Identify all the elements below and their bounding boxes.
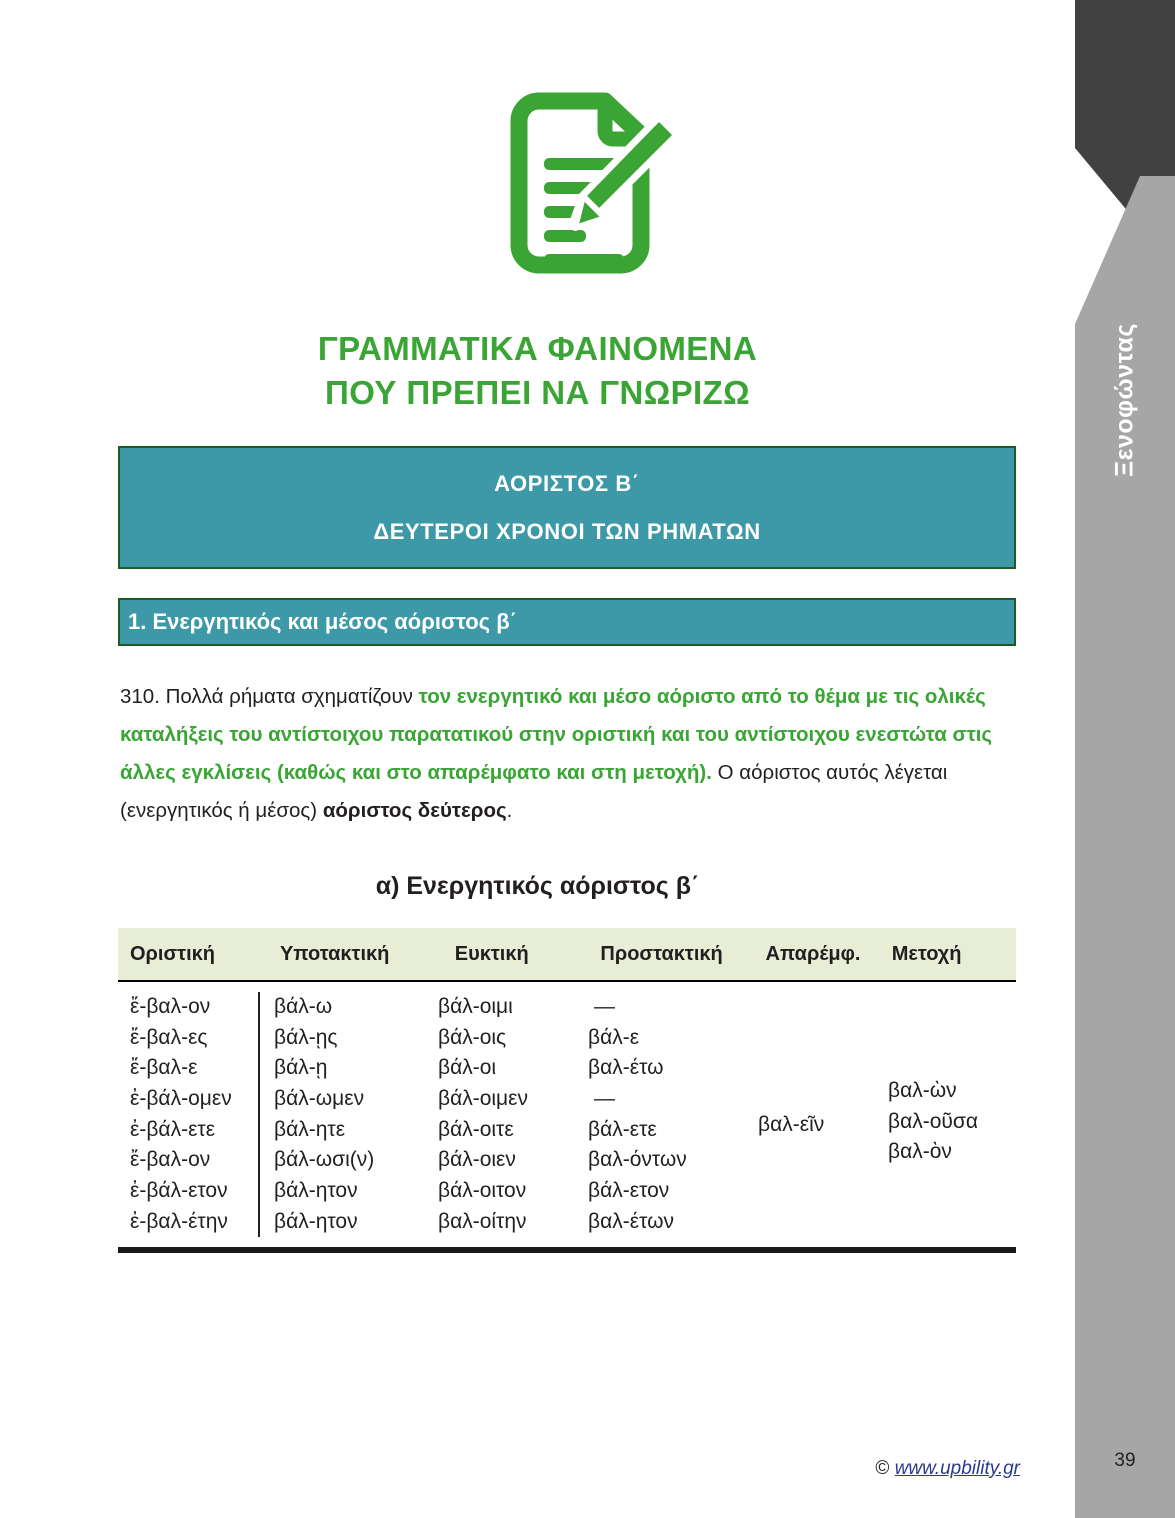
paragraph-bold-term: αόριστος δεύτερος xyxy=(322,798,507,822)
banner xyxy=(118,446,1016,569)
table-cell: βάλ-οιτε xyxy=(438,1117,514,1141)
table-cell: βάλ-ητε xyxy=(274,1117,346,1141)
column-header-metochi: Μετοχή xyxy=(891,942,962,965)
conjugation-table xyxy=(118,928,1016,1253)
column-metochi xyxy=(888,992,1016,1237)
paragraph-highlight: τον ενεργητικό και μέσο αόριστο από το θέμα με τις ολικές καταλήξεις του αντίστοιχου παρατατικού στην οριστική και του αντίστοιχου ενεστώτα στις άλλες εγκλίσεις (καθώς και στο απαρέμφατο και στη μετοχή). xyxy=(120,685,993,784)
column-aparemfato xyxy=(758,992,888,1237)
table-cell: βάλ-οιμι xyxy=(438,995,513,1018)
side-tab-label: Ξενοφώντας xyxy=(1110,323,1139,477)
paragraph-text-3: . xyxy=(506,798,513,822)
website-link[interactable]: www.upbility.gr xyxy=(894,1458,1020,1479)
table-cell: ἐ-βάλ-ετε xyxy=(130,1117,216,1141)
table-body xyxy=(118,982,1016,1253)
table-cell: βάλ-οιεν xyxy=(438,1148,516,1172)
column-header-oristiki: Οριστική xyxy=(130,942,216,965)
column-header-euktiki: Ευκτική xyxy=(454,942,529,965)
table-cell: βάλ-οις xyxy=(438,1025,507,1049)
page-title xyxy=(0,327,1075,414)
table-cell: βαλ-όντων xyxy=(588,1148,687,1172)
table-cell: βαλ-οῦσα xyxy=(888,1109,978,1133)
table-cell: ἔ-βαλ-ον xyxy=(130,1148,211,1172)
body-paragraph xyxy=(120,678,1016,830)
column-oristiki xyxy=(118,992,258,1237)
table-cell: — xyxy=(594,995,615,1018)
page-number: 39 xyxy=(1114,1450,1136,1471)
column-ypotaktiki xyxy=(258,992,438,1237)
table-cell: βάλ-ωσι(ν) xyxy=(274,1148,375,1172)
table-cell: βάλ-ετον xyxy=(588,1178,670,1202)
table-cell: ἐ-βάλ-ετον xyxy=(130,1178,228,1202)
copyright-symbol: © xyxy=(875,1458,895,1479)
table-cell: βάλ-ῃ xyxy=(274,1056,328,1080)
column-euktiki xyxy=(438,992,588,1237)
table-cell: βάλ-ωμεν xyxy=(274,1086,365,1110)
table-cell: βάλ-ητον xyxy=(274,1178,358,1202)
table-cell: βάλ-ῃς xyxy=(274,1025,338,1049)
table-cell: βάλ-οιτον xyxy=(438,1178,527,1202)
table-cell: ἐ-βαλ-έτην xyxy=(130,1209,228,1233)
subsection-heading: 1. Ενεργητικός και μέσος αόριστος β΄ xyxy=(128,609,517,634)
table-cell: βάλ-ω xyxy=(274,995,333,1018)
table-cell: ἐ-βάλ-ομεν xyxy=(130,1086,232,1110)
table-cell: ἔ-βαλ-ον xyxy=(130,995,211,1018)
subsection-heading-bar xyxy=(118,598,1016,646)
table-cell: βαλ-έτω xyxy=(588,1056,664,1080)
page-title-line-2: ΠΟΥ ΠΡΕΠΕΙ ΝΑ ΓΝΩΡΙΖΩ xyxy=(325,373,750,411)
column-header-ypotaktiki: Υποτακτική xyxy=(279,942,390,965)
table-cell: βαλ-οίτην xyxy=(438,1209,527,1233)
table-cell: ἔ-βαλ-ε xyxy=(130,1056,198,1080)
table-cell: βαλ-εῖν xyxy=(758,1113,825,1136)
table-title: α) Ενεργητικός αόριστος β΄ xyxy=(375,872,700,900)
table-cell: — xyxy=(594,1086,615,1110)
table-cell: βάλ-ετε xyxy=(588,1117,657,1141)
table-cell: βαλ-ὸν xyxy=(888,1140,952,1164)
column-prostaktiki xyxy=(588,992,758,1237)
table-cell: βάλ-ε xyxy=(588,1025,640,1049)
table-cell: βάλ-οιμεν xyxy=(438,1086,529,1110)
paragraph-text-1: Πολλά ρήματα σχηματίζουν xyxy=(165,685,419,708)
footer xyxy=(0,1458,1020,1480)
column-header-prostaktiki: Προστακτική xyxy=(600,942,723,965)
table-cell: βαλ-ὼν xyxy=(888,1079,957,1102)
paragraph-text-2: Ο αόριστος αυτός λέγεται (ενεργητικός ή μέσος) xyxy=(120,760,948,822)
table-cell: ἔ-βαλ-ες xyxy=(130,1025,208,1049)
table-cell: βάλ-ητον xyxy=(274,1209,358,1233)
table-header-row xyxy=(118,928,1016,982)
table-cell: βάλ-οι xyxy=(438,1056,497,1080)
banner-title: ΑΟΡΙΣΤΟΣ Β΄ xyxy=(494,470,640,496)
paragraph-number: 310. xyxy=(120,685,166,708)
banner-subtitle: ΔΕΥΤΕΡΟΙ ΧΡΟΝΟΙ ΤΩΝ ΡΗΜΑΤΩΝ xyxy=(373,518,761,544)
column-header-aparemfato: Απαρέμφ. xyxy=(765,942,861,965)
table-cell: βαλ-έτων xyxy=(588,1209,674,1233)
document-pencil-icon xyxy=(487,85,677,285)
page-title-line-1: ΓΡΑΜΜΑΤΙΚΑ ΦΑΙΝΟΜΕΝΑ xyxy=(317,330,758,367)
